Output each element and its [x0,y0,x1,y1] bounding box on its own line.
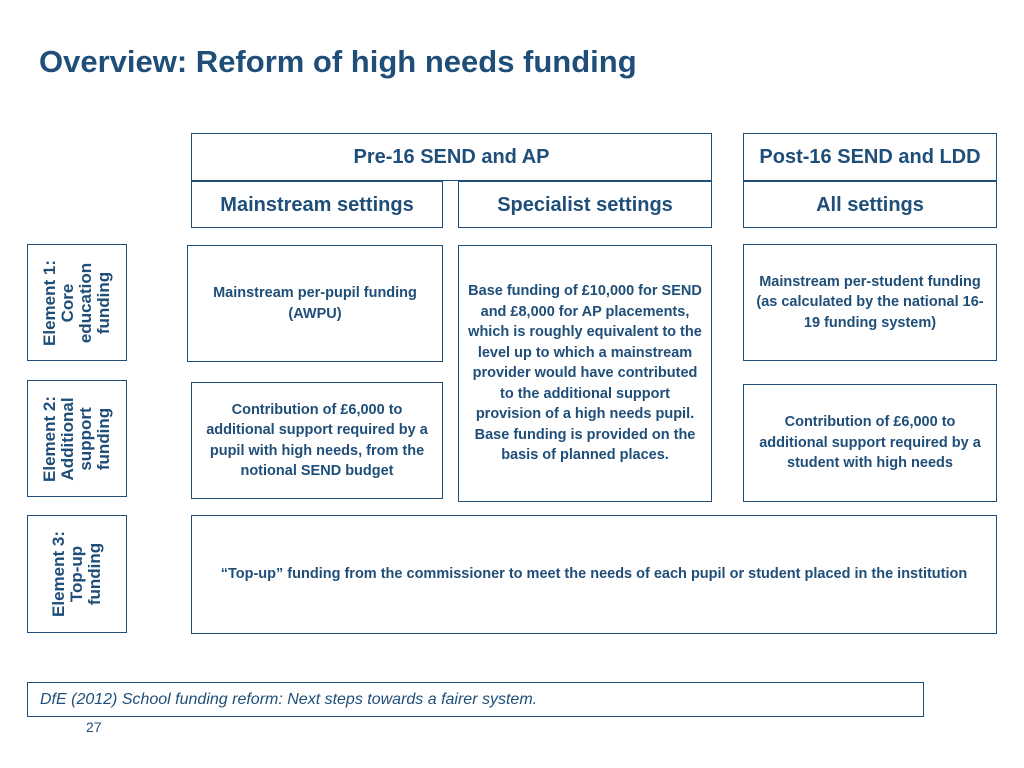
cell-e3-topup-text: “Top-up” funding from the commissioner to meet the needs of each pupil or student placed in the institution [220,566,968,583]
row-label-element3-text: Element 3: Top-up funding [48,531,104,617]
row-label-element1-text: Element 1: Core education funding [39,259,113,346]
row-label-element2 [27,380,127,497]
cell-e1-mainstream [187,245,443,362]
header-mainstream-label: Mainstream settings [220,193,414,216]
header-specialist-label: Specialist settings [497,193,673,216]
cell-e3-topup [191,515,997,634]
header-pre16-send-ap [191,133,712,181]
row-label-element3 [27,515,127,633]
cell-e2-post16-text: Contribution of £6,000 to additional support required by a student with high needs [759,414,981,472]
header-post16-label: Post-16 SEND and LDD [759,146,981,168]
page-number: 27 [86,719,102,735]
cell-e1-post16 [743,244,997,361]
header-pre16-label: Pre-16 SEND and AP [353,146,550,168]
cell-e1-mainstream-text: Mainstream per-pupil funding (AWPU) [213,285,417,322]
header-all-label: All settings [816,193,924,216]
header-mainstream-settings [191,181,443,228]
cell-specialist-base-funding [458,245,712,502]
header-all-settings [743,181,997,228]
source-citation-text: DfE (2012) School funding reform: Next steps towards a fairer system. [40,690,538,708]
cell-e1-post16-text: Mainstream per-student funding (as calculated by the national 16-19 funding system) [756,273,984,331]
cell-specialist-base-text: Base funding of £10,000 for SEND and £8,000 for AP placements, which is roughly equivalent to the level up to which a mainstream provider would have contributed to the additional support provision of a high needs pupil. Base funding is provided on the basis of planned places. [468,283,702,464]
row-label-element2-text: Element 2: Additional support funding [39,395,113,482]
header-specialist-settings [458,181,712,228]
row-label-element1 [27,244,127,361]
cell-e2-mainstream-text: Contribution of £6,000 to additional support required by a pupil with high needs, from the notional SEND budget [206,401,428,479]
cell-e2-mainstream [191,382,443,499]
source-citation [27,682,924,717]
cell-e2-post16 [743,384,997,502]
header-post16-send-ldd [743,133,997,181]
slide-title: Overview: Reform of high needs funding [39,44,637,79]
